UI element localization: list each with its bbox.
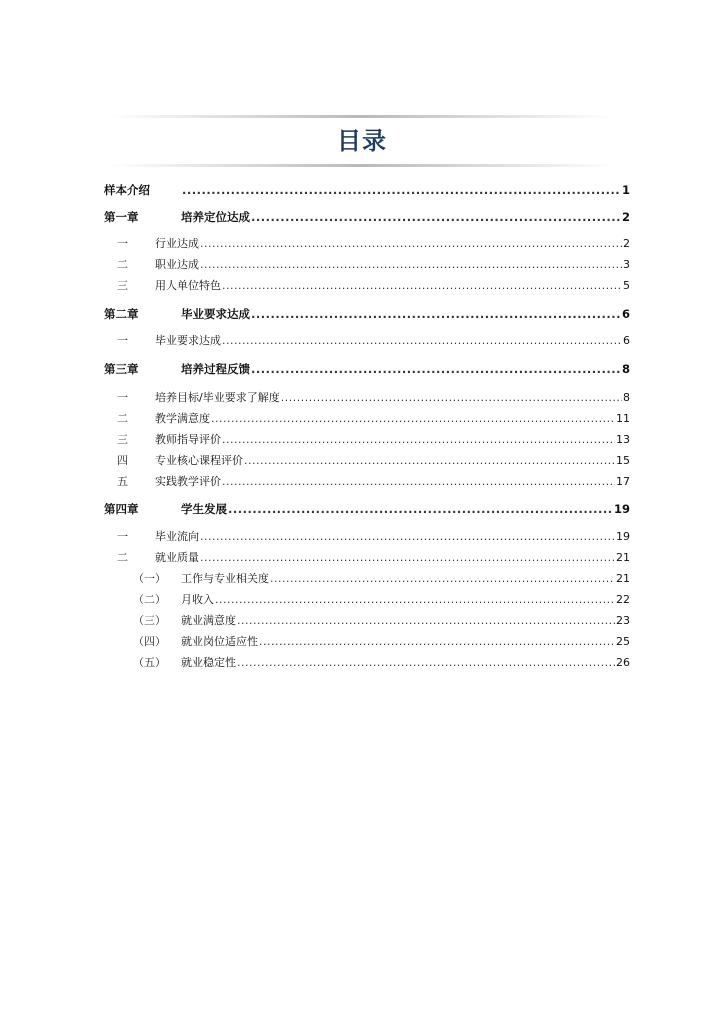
toc-entry-number: 四 [117, 454, 128, 467]
toc-entry-title: 就业满意度 [181, 614, 236, 627]
toc-entry[interactable] [104, 306, 630, 322]
toc-entry-title: 培养过程反馈 [181, 362, 250, 376]
toc-entry-title: 行业达成 [155, 237, 199, 250]
toc-entry[interactable] [133, 613, 630, 629]
toc-leader-dots [222, 474, 615, 490]
toc-entry-title: 培养定位达成 [181, 210, 250, 224]
toc-leader-dots [211, 411, 615, 427]
toc-leader-dots [259, 634, 615, 650]
toc-entry[interactable] [104, 182, 630, 198]
toc-leader-dots [281, 390, 622, 406]
toc-entry-title: 就业岗位适应性 [181, 635, 258, 648]
toc-page-number: 2 [621, 210, 630, 224]
toc-entry[interactable] [117, 474, 630, 490]
toc-leader-dots [200, 236, 622, 252]
toc-entry-title: 教学满意度 [155, 412, 210, 425]
toc-page-number: 11 [616, 412, 630, 425]
toc-entry-title: 教师指导评价 [155, 433, 221, 446]
toc-leader-dots [237, 613, 615, 629]
toc-page-number: 2 [623, 237, 630, 250]
toc-entry-number: 一 [117, 334, 128, 347]
toc-leader-dots [222, 333, 622, 349]
toc-entry[interactable] [104, 501, 630, 517]
toc-entry[interactable] [117, 453, 630, 469]
title-rule-bottom [110, 164, 614, 167]
toc-entry-number: 第二章 [104, 307, 139, 321]
toc-page-number: 17 [616, 475, 630, 488]
toc-entry[interactable] [117, 529, 630, 545]
toc-entry[interactable] [133, 655, 630, 671]
toc-entry-number: 三 [117, 279, 128, 292]
toc-entry-number: 二 [117, 412, 128, 425]
toc-leader-dots [182, 182, 621, 198]
toc-leader-dots [251, 209, 621, 225]
toc-page-number: 26 [616, 656, 630, 669]
toc-entry-number: （二） [133, 593, 166, 606]
toc-entry[interactable] [104, 361, 630, 377]
toc-entry-number: 二 [117, 551, 128, 564]
toc-entry-title: 月收入 [181, 593, 214, 606]
toc-entry[interactable] [117, 333, 630, 349]
toc-entry-title: 学生发展 [181, 502, 227, 516]
toc-entry-title: 就业质量 [155, 551, 199, 564]
toc-entry[interactable] [117, 236, 630, 252]
toc-entry-number: 样本介绍 [104, 183, 150, 197]
toc-entry[interactable] [104, 209, 630, 225]
toc-entry-number: 一 [117, 391, 128, 404]
page-title: 目录 [337, 127, 387, 155]
toc-page-number: 8 [621, 362, 630, 376]
toc-entry-title: 实践教学评价 [155, 475, 221, 488]
toc-entry[interactable] [133, 592, 630, 608]
toc-page-number: 1 [621, 183, 630, 197]
toc-leader-dots [200, 550, 615, 566]
toc-entry-title: 毕业流向 [155, 530, 199, 543]
toc-entry-title: 就业稳定性 [181, 656, 236, 669]
toc-entry[interactable] [117, 278, 630, 294]
toc-entry-number: （三） [133, 614, 166, 627]
toc-page-number: 21 [616, 572, 630, 585]
toc-entry-number: 一 [117, 237, 128, 250]
toc-entry-number: 五 [117, 475, 128, 488]
toc-page-number: 6 [623, 334, 630, 347]
toc-entry-title: 毕业要求达成 [181, 307, 250, 321]
toc-entry-number: 三 [117, 433, 128, 446]
toc-leader-dots [222, 432, 615, 448]
toc-entry-title: 专业核心课程评价 [155, 454, 243, 467]
toc-leader-dots [251, 361, 621, 377]
toc-leader-dots [228, 501, 613, 517]
toc-entry-title: 毕业要求达成 [155, 334, 221, 347]
toc-entry[interactable] [117, 432, 630, 448]
toc-entry[interactable] [133, 571, 630, 587]
toc-page-number: 5 [623, 279, 630, 292]
toc-leader-dots [244, 453, 615, 469]
toc-entry[interactable] [117, 257, 630, 273]
toc-leader-dots [222, 278, 622, 294]
toc-leader-dots [215, 592, 615, 608]
toc-entry-number: （一） [133, 572, 166, 585]
toc-entry-number: 第三章 [104, 362, 139, 376]
toc-entry-number: 第四章 [104, 502, 139, 516]
toc-page-number: 19 [613, 502, 630, 516]
toc-entry[interactable] [133, 634, 630, 650]
toc-page-number: 3 [623, 258, 630, 271]
toc-entry[interactable] [117, 550, 630, 566]
toc-page-number: 25 [616, 635, 630, 648]
toc-entry-title: 职业达成 [155, 258, 199, 271]
toc-leader-dots [270, 571, 615, 587]
toc-page-number: 19 [616, 530, 630, 543]
toc-entry-number: 第一章 [104, 210, 139, 224]
toc-entry-number: 一 [117, 530, 128, 543]
toc-entry-number: 二 [117, 258, 128, 271]
toc-page-number: 15 [616, 454, 630, 467]
title-rule-top [110, 115, 614, 118]
toc-leader-dots [251, 306, 621, 322]
toc-entry[interactable] [117, 411, 630, 427]
toc-page-number: 23 [616, 614, 630, 627]
toc-page-number: 6 [621, 307, 630, 321]
toc-entry-number: （五） [133, 656, 166, 669]
toc-leader-dots [200, 529, 615, 545]
toc-entry-title: 培养目标/毕业要求了解度 [155, 391, 280, 404]
toc-entry[interactable] [117, 390, 630, 406]
toc-page-number: 21 [616, 551, 630, 564]
toc-leader-dots [237, 655, 615, 671]
toc-entry-title: 用人单位特色 [155, 279, 221, 292]
toc-entry-title: 工作与专业相关度 [181, 572, 269, 585]
toc-leader-dots [200, 257, 622, 273]
toc-page-number: 8 [623, 391, 630, 404]
toc-page-number: 13 [616, 433, 630, 446]
toc-entry-number: （四） [133, 635, 166, 648]
toc-page-number: 22 [616, 593, 630, 606]
